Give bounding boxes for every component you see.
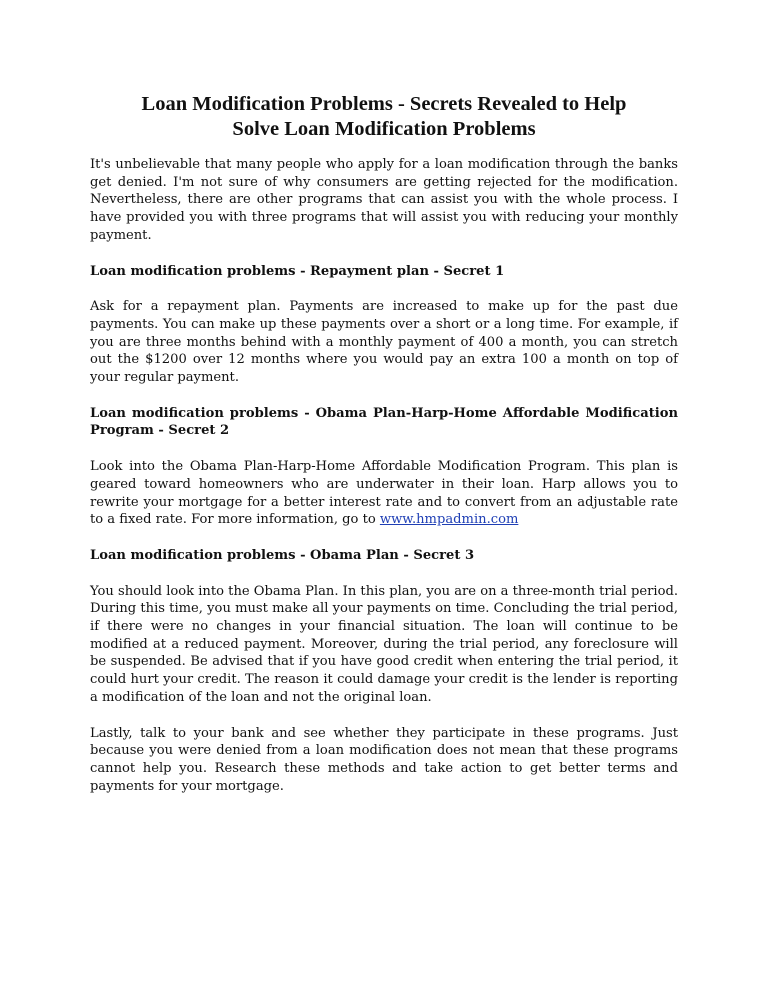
- title-line-2: Solve Loan Modification Problems: [232, 118, 536, 140]
- section-2-body: [90, 458, 678, 529]
- document-page: [90, 92, 678, 813]
- section-1-body: Ask for a repayment plan. Payments are increased to make up for the past due payments. You can make up these payments over a short or a long time. For example, if you are three months behind with a monthly payment of 400 a month, you can stretch out the $1200 over 12 months where you would pay an extra 100 a month on top of your regular payment.: [90, 299, 678, 386]
- intro-paragraph: It's unbelievable that many people who apply for a loan modification through the banks get denied. I'm not sure of why consumers are getting rejected for the modification. Nevertheless, there are other programs that can assist you with the whole process. I have provided you with three programs that will assist you with reducing your monthly payment.: [90, 157, 678, 243]
- section-3-heading: Loan modification problems - Obama Plan - Secret 3: [90, 547, 475, 563]
- closing-paragraph: Lastly, talk to your bank and see whether they participate in these programs. Just because you were denied from a loan modification does not mean that these programs cannot help you. Research these methods and take action to get better terms and payments for your mortgage.: [90, 725, 678, 794]
- title-line-1: Loan Modification Problems - Secrets Revealed to Help: [141, 93, 627, 115]
- section-3-body: You should look into the Obama Plan. In this plan, you are on a three-month trial period. During this time, you must make all your payments on time. Concluding the trial period, if there were no changes in your financial situation. The loan will continue to be modified at a reduced payment. Moreover, during the trial period, any foreclosure will be suspended. Be advised that if you have good credit when entering the trial period, it could hurt your credit. The reason it could damage your credit is the lender is reporting a modification of the loan and not the original loan.: [90, 583, 678, 705]
- section-2-heading: Loan modification problems - Obama Plan-Harp-Home Affordable Modification Program - Secret 2: [90, 405, 678, 439]
- hmpadmin-link[interactable]: www.hmpadmin.com: [379, 512, 519, 528]
- document-title: [90, 92, 678, 142]
- section-1-heading: Loan modification problems - Repayment plan - Secret 1: [90, 263, 505, 279]
- section-2-body-text: Look into the Obama Plan-Harp-Home Affordable Modification Program. This plan is geared toward homeowners who are underwater in their loan. Harp allows you to rewrite your mortgage for a better interest rate and to convert from an adjustable rate to a fixed rate. For more information, go to: [90, 459, 678, 528]
